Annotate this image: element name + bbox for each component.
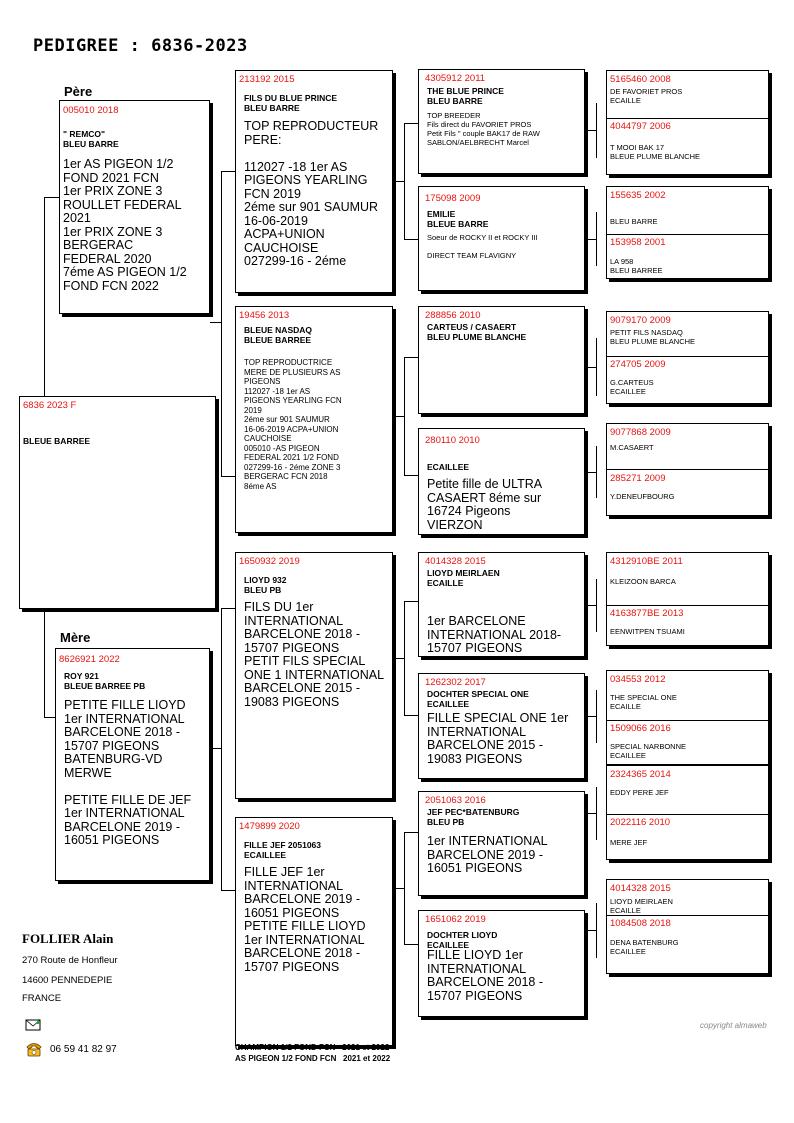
gen2-text: TOP REPRODUCTRICE MERE DE PLUSIEURS AS PIGEONS 112027 -18 1er AS PIGEONS YEARLING FCN 2019 2éme sur 901 SAUMUR 16-06-2019 ACPA+UNION CAUCHOISE 005010 -AS PIGEON FEDERAL 2021 1/2 FOND 027299-16 - 2éme ZONE 3 BERGERAC FCN 2018 8éme AS [244, 358, 342, 491]
gen4-box-8 [606, 879, 769, 974]
gen4-text: KLEIZOON BARCA [610, 577, 676, 586]
mother-label: Mère [60, 630, 91, 645]
connector [404, 601, 418, 602]
gen4-box-2 [606, 186, 769, 279]
gen3-box-7 [418, 791, 585, 896]
gen4-text: EDDY PERE JEF [610, 788, 669, 797]
gen4-text: DE FAVORIET PROS ECAILLE [610, 87, 683, 105]
gen4-text: Y.DENEUFBOURG [610, 492, 675, 501]
gen4-text: PETIT FILS NASDAQ BLEU PLUME BLANCHE [610, 328, 696, 346]
gen4-box-4 [606, 423, 769, 516]
divider [607, 234, 768, 235]
connector [585, 367, 596, 368]
gen4-box-6 [606, 670, 769, 765]
divider [607, 720, 768, 721]
gen4-text: MERE JEF [610, 838, 648, 847]
connector [221, 171, 235, 172]
gen4-ring: 4014328 2015 [610, 883, 671, 894]
gen3-ring: 1651062 2019 [425, 914, 486, 925]
connector [585, 813, 596, 814]
connector [44, 197, 45, 402]
gen4-text: SPECIAL NARBONNE ECAILLEE [610, 742, 686, 760]
gen4-ring: 9077868 2009 [610, 427, 671, 438]
connector [585, 130, 596, 131]
connector [596, 446, 597, 498]
connector [404, 715, 418, 716]
footer-line-1: CHAMPION 1/2 FOND FCN 2021 et 2022 [235, 1043, 390, 1052]
gen4-box-3 [606, 311, 769, 404]
gen2-box-1 [235, 70, 393, 293]
gen4-text: THE SPECIAL ONE ECAILLE [610, 693, 677, 711]
gen3-text: Petite fille de ULTRA CASAERT 8éme sur 16724 Pigeons VIERZON [427, 477, 543, 532]
gen2-box-3 [235, 552, 393, 799]
connector [596, 103, 597, 158]
gen3-ring: 2051063 2016 [425, 795, 486, 806]
gen3-text: FILLE SPECIAL ONE 1er INTERNATIONAL BARCELONE 2015 - 19083 PIGEONS [427, 711, 569, 766]
connector [221, 890, 235, 891]
divider [607, 814, 768, 815]
connector [210, 748, 221, 749]
gen4-box-7 [606, 765, 769, 860]
gen2-box-4 [235, 817, 393, 1046]
connector [585, 239, 596, 240]
gen2-text: FILS DU 1er INTERNATIONAL BARCELONE 2018 - 15707 PIGEONS PETIT FILS SPECIAL ONE 1 INTERNATIONAL BARCELONE 2015 - 19083 PIGEONS [244, 600, 385, 709]
connector [221, 608, 222, 890]
owner-address1: 270 Route de Honfleur [22, 955, 118, 966]
gen2-name: BLEUE NASDAQ BLEUE BARREE [244, 325, 313, 345]
gen3-name: DOCHTER LIOYD ECAILLEE [427, 930, 498, 950]
gen2-text: FILLE JEF 1er INTERNATIONAL BARCELONE 2019 - 16051 PIGEONS PETITE FILLE LIOYD 1er INTERNATIONAL BARCELONE 2018 - 15707 PIGEONS [244, 865, 366, 974]
gen4-ring: 9079170 2009 [610, 315, 671, 326]
subject-ring: 6836 2023 F [23, 400, 77, 411]
gen4-ring: 1084508 2018 [610, 918, 671, 929]
gen2-name: LIOYD 932 BLEU PB [244, 575, 287, 595]
gen3-ring: 4305912 2011 [425, 73, 486, 84]
gen3-text: 1er INTERNATIONAL BARCELONE 2019 - 16051 PIGEONS [427, 834, 548, 875]
gen3-box-8 [418, 910, 585, 1017]
gen4-text: DENA BATENBURG ECAILLEE [610, 938, 679, 956]
mother-ring: 8626921 2022 [59, 654, 120, 665]
connector [596, 338, 597, 396]
gen4-ring: 5165460 2008 [610, 74, 671, 85]
gen3-box-6 [418, 673, 585, 779]
divider [607, 605, 768, 606]
connector [210, 322, 221, 323]
gen4-ring: 153958 2001 [610, 237, 666, 248]
gen2-name: FILLE JEF 2051063 ECAILLEE [244, 840, 322, 860]
connector [404, 123, 405, 239]
father-text: 1er AS PIGEON 1/2 FOND 2021 FCN 1er PRIX ZONE 3 ROULLET FEDERAL 2021 1er PRIX ZONE 3 BERGERAC FEDERAL 2020 7éme AS PIGEON 1/2 FOND FCN 2022 [63, 157, 187, 293]
gen3-ring: 280110 2010 [425, 435, 480, 446]
connector [44, 197, 59, 198]
mother-name: ROY 921 BLEUE BARREE PB [64, 671, 146, 691]
divider [607, 469, 768, 470]
father-name: " REMCO" BLEU BARRE [63, 129, 119, 149]
gen4-ring: 2022116 2010 [610, 817, 671, 828]
gen3-text: 1er BARCELONE INTERNATIONAL 2018- 15707 PIGEONS [427, 614, 562, 655]
connector [404, 357, 418, 358]
gen3-box-1 [418, 69, 585, 174]
owner-name: FOLLIER Alain [22, 931, 114, 946]
gen3-text: Soeur de ROCKY II et ROCKY III DIRECT TEAM FLAVIGNY [427, 233, 538, 260]
gen3-text: FILLE LIOYD 1er INTERNATIONAL BARCELONE 2018 - 15707 PIGEONS [427, 948, 544, 1003]
gen4-text: T MOOI BAK 17 BLEUE PLUME BLANCHE [610, 143, 701, 161]
divider [607, 915, 768, 916]
father-box [59, 100, 210, 314]
connector [585, 472, 596, 473]
subject-color: BLEUE BARREE [23, 436, 91, 446]
gen4-text: LA 958 BLEU BARREE [610, 257, 663, 275]
mother-box [55, 648, 210, 881]
connector [596, 787, 597, 840]
connector [585, 605, 596, 606]
divider [607, 118, 768, 119]
divider [607, 356, 768, 357]
connector [404, 475, 418, 476]
gen4-text: BLEU BARRE [610, 217, 658, 226]
owner-address2: 14600 PENNEDEPIE [22, 975, 113, 986]
gen4-text: EENWITPEN TSUAMI [610, 627, 685, 636]
connector [393, 658, 404, 659]
owner-country: FRANCE [22, 993, 62, 1004]
gen3-ring: 1262302 2017 [425, 677, 486, 688]
connector [393, 888, 404, 889]
gen4-ring: 4312910BE 2011 [610, 556, 683, 567]
copyright: copyright almaweb [700, 1021, 767, 1030]
gen3-ring: 175098 2009 [425, 193, 481, 204]
connector [596, 690, 597, 743]
gen3-box-5 [418, 552, 585, 657]
gen2-ring: 1479899 2020 [239, 821, 300, 832]
gen3-box-2 [418, 186, 585, 291]
connector [404, 601, 405, 715]
gen2-ring: 213192 2015 [239, 74, 295, 85]
telephone-icon [25, 1041, 43, 1057]
connector [393, 181, 404, 182]
connector [44, 606, 45, 717]
gen3-name: DOCHTER SPECIAL ONE ECAILLEE [427, 689, 529, 709]
connector [596, 579, 597, 632]
connector [404, 944, 418, 945]
gen4-text: G.CARTEUS ECAILLEE [610, 378, 654, 396]
connector [596, 903, 597, 958]
connector [404, 357, 405, 475]
gen3-name: JEF PEC*BATENBURG BLEU PB [427, 807, 520, 827]
gen2-box-2 [235, 306, 393, 533]
gen2-ring: 1650932 2019 [239, 556, 300, 567]
connector [221, 476, 235, 477]
gen3-name: LIOYD MEIRLAEN ECAILLE [427, 568, 500, 588]
connector [585, 716, 596, 717]
connector [221, 171, 222, 476]
gen4-text: LIOYD MEIRLAEN ECAILLE [610, 897, 673, 915]
gen4-box-5 [606, 552, 769, 646]
connector [404, 832, 418, 833]
connector [221, 608, 235, 609]
connector [585, 930, 596, 931]
gen2-text: TOP REPRODUCTEUR PERE: 112027 -18 1er AS PIGEONS YEARLING FCN 2019 2éme sur 901 SAUMUR 16-06-2019 ACPA+UNION CAUCHOISE 027299-16 - 2éme [244, 119, 379, 268]
gen4-ring: 285271 2009 [610, 473, 666, 484]
owner-phone: 06 59 41 82 97 [50, 1044, 117, 1055]
gen2-ring: 19456 2013 [239, 310, 290, 321]
gen3-ring: 288856 2010 [425, 310, 481, 321]
gen4-ring: 4163877BE 2013 [610, 608, 684, 619]
gen2-name: FILS DU BLUE PRINCE BLEU BARRE [244, 93, 338, 113]
gen3-text: TOP BREEDER Fils direct du FAVORIET PROS Petit Fils " couple BAK17 de RAW SABLON/AELBRECHT Marcel [427, 111, 540, 147]
gen4-ring: 4044797 2006 [610, 121, 671, 132]
father-ring: 005010 2018 [63, 105, 119, 116]
connector [596, 212, 597, 266]
connector [393, 416, 404, 417]
father-label: Père [64, 84, 93, 99]
gen3-name: EMILIE BLEUE BARRE [427, 209, 489, 229]
gen3-box-3 [418, 306, 585, 414]
gen4-ring: 274705 2009 [610, 359, 666, 370]
footer-line-2: AS PIGEON 1/2 FOND FCN 2021 et 2022 [235, 1054, 391, 1063]
gen4-text: M.CASAERT [610, 443, 654, 452]
gen3-name: CARTEUS / CASAERT BLEU PLUME BLANCHE [427, 322, 527, 342]
gen4-ring: 2324365 2014 [610, 769, 671, 780]
gen3-name: ECAILLEE [427, 462, 470, 472]
gen4-ring: 1509066 2016 [610, 723, 671, 734]
gen4-ring: 155635 2002 [610, 190, 666, 201]
gen4-box-1 [606, 70, 769, 175]
gen4-ring: 034553 2012 [610, 674, 666, 685]
connector [404, 123, 418, 124]
connector [404, 832, 405, 944]
mother-text: PETITE FILLE LIOYD 1er INTERNATIONAL BARCELONE 2018 - 15707 PIGEONS BATENBURG-VD MERWE PETITE FILLE DE JEF 1er INTERNATIONAL BARCELONE 2019 - 16051 PIGEONS [64, 698, 192, 847]
subject-box [19, 396, 216, 609]
envelope-icon [25, 1019, 43, 1032]
connector [404, 239, 418, 240]
gen3-box-4 [418, 428, 585, 535]
gen3-ring: 4014328 2015 [425, 556, 486, 567]
page-title: PEDIGREE : 6836-2023 [33, 36, 248, 56]
gen3-name: THE BLUE PRINCE BLEU BARRE [427, 86, 504, 106]
